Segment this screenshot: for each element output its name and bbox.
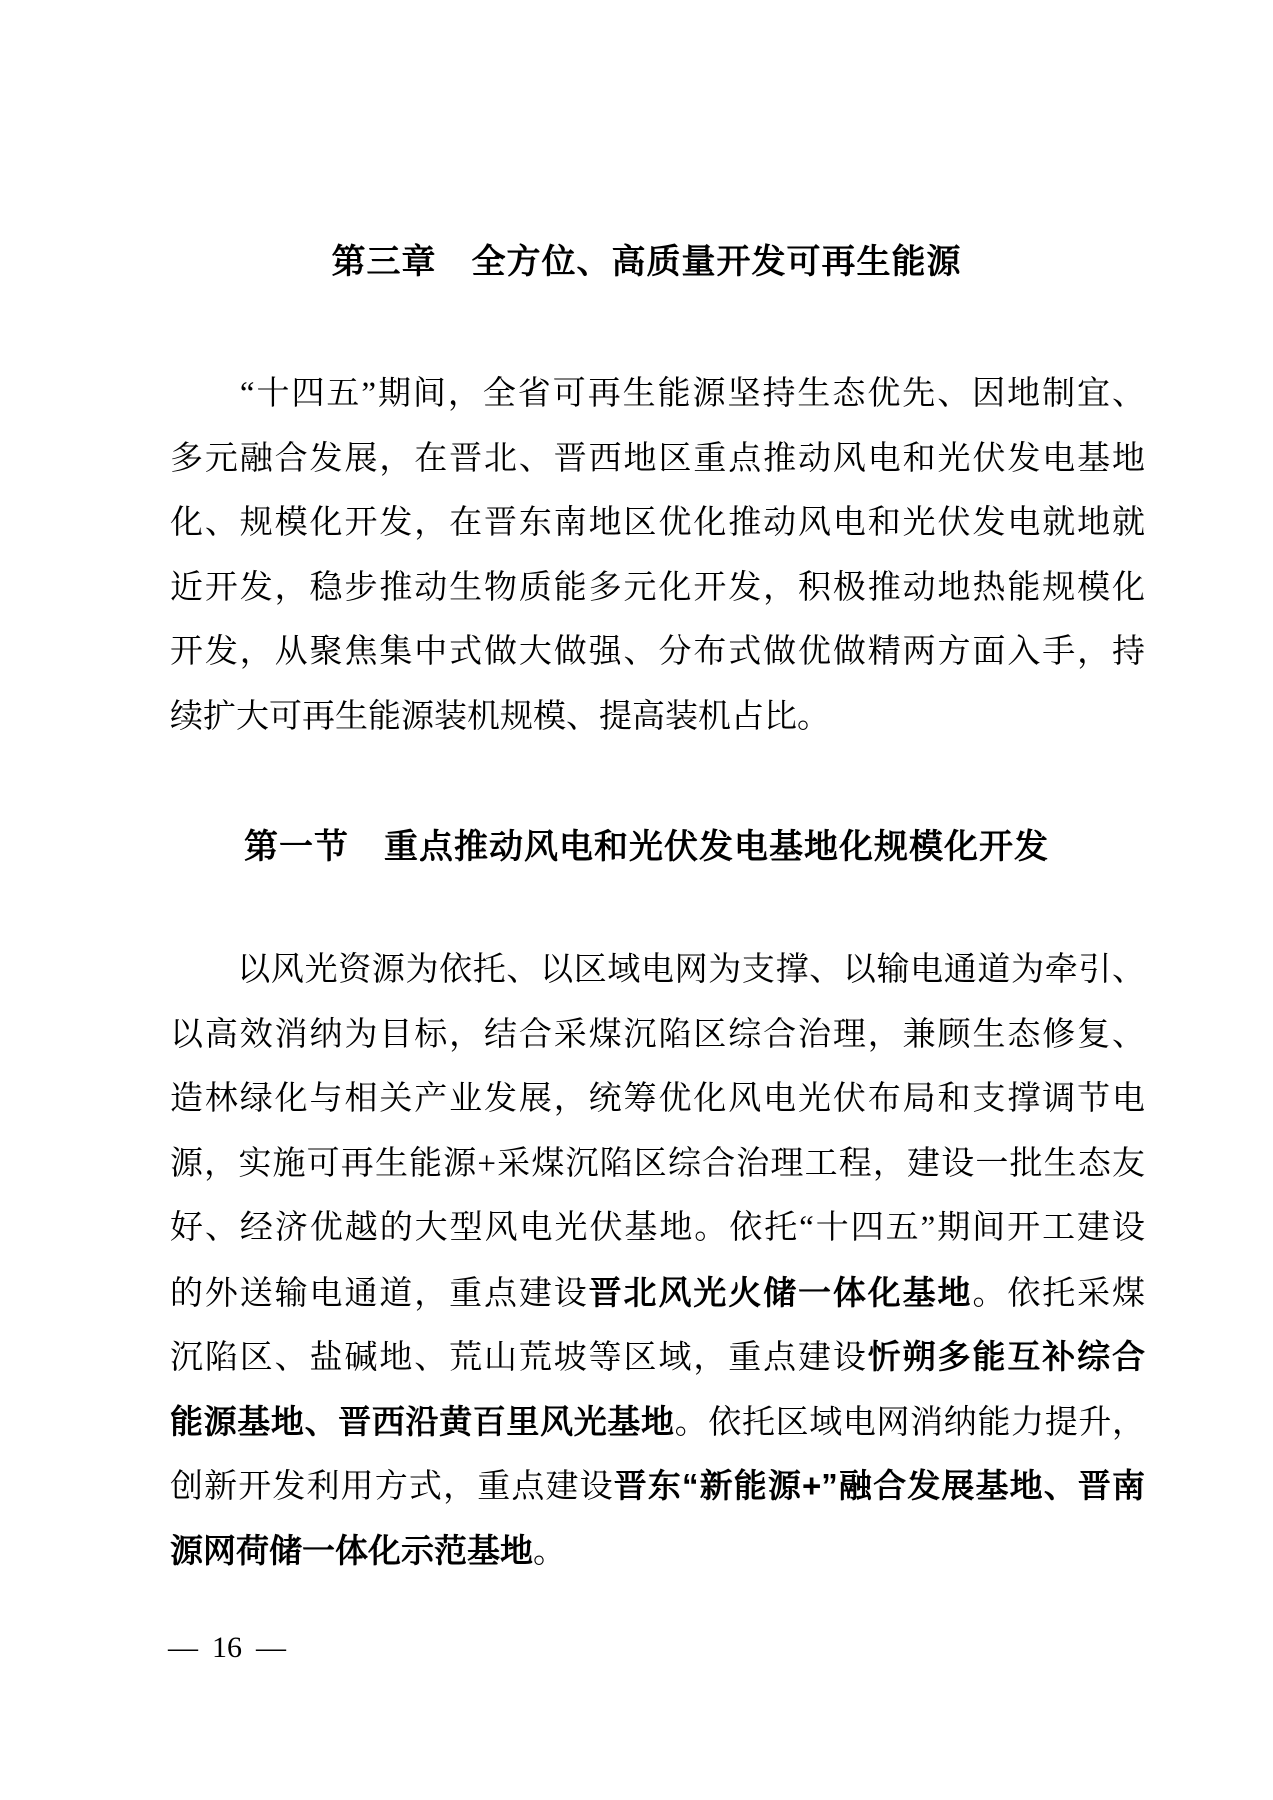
text-line — [170, 1390, 1145, 1455]
footer-dash-right: — — [256, 1631, 286, 1664]
paragraph-chapter-overview — [170, 362, 1145, 749]
text-segment: 。 — [533, 1533, 566, 1570]
text-segment: “十四五”期间，全省可再生能源坚持生态优先、因地制宜、 — [170, 376, 1145, 412]
text-segment: 创新开发利用方式，重点建设 — [170, 1469, 614, 1505]
text-line — [170, 1261, 1145, 1326]
text-line — [170, 362, 1145, 427]
text-segment-bold: 晋东“新能源+”融合发展基地、晋南 — [613, 1467, 1145, 1504]
section-title: 第一节 重点推动风电和光伏发电基地化规模化开发 — [244, 828, 1049, 866]
text-line — [170, 1519, 1145, 1584]
text-segment: 近开发，稳步推动生物质能多元化开发，积极推动地热能规模化 — [170, 569, 1145, 606]
text-segment: 以高效消纳为目标，结合采煤沉陷区综合治理，兼顾生态修复、 — [170, 1016, 1145, 1053]
text-segment: 。依托采煤 — [972, 1275, 1146, 1312]
text-segment: 源，实施可再生能源+采煤沉陷区综合治理工程，建设一批生态友 — [170, 1145, 1145, 1182]
text-line — [170, 1003, 1145, 1068]
text-line — [170, 1132, 1145, 1197]
text-segment: 。依托区域电网消纳能力提升， — [674, 1404, 1146, 1441]
text-line — [170, 620, 1145, 685]
text-segment: 的外送输电通道，重点建设 — [170, 1275, 589, 1312]
text-segment-bold: 源网荷储一体化示范基地 — [170, 1531, 533, 1569]
text-line — [170, 1454, 1145, 1519]
text-line — [170, 427, 1145, 492]
text-line — [170, 491, 1145, 556]
paragraph-section-one — [170, 938, 1145, 1583]
text-line — [170, 1196, 1145, 1261]
text-segment: 好、经济优越的大型风电光伏基地。依托“十四五”期间开工建设 — [170, 1210, 1145, 1246]
text-segment-bold: 晋北风光火储一体化基地 — [588, 1273, 973, 1311]
text-segment: 化、规模化开发，在晋东南地区优化推动风电和光伏发电就地就 — [170, 505, 1145, 541]
text-segment-bold: 忻朔多能互补综合 — [867, 1338, 1146, 1375]
page-number: 16 — [212, 1631, 242, 1664]
text-segment: 多元融合发展，在晋北、晋西地区重点推动风电和光伏发电基地 — [170, 440, 1145, 477]
text-segment: 以风光资源为依托、以区域电网为支撑、以输电通道为牵引、 — [170, 952, 1145, 988]
text-segment-bold: 能源基地、晋西沿黄百里风光基地 — [170, 1402, 675, 1440]
text-line — [170, 556, 1145, 621]
text-segment: 续扩大可再生能源装机规模、提高装机占比。 — [170, 698, 830, 735]
text-segment: 开发，从聚焦集中式做大做强、分布式做优做精两方面入手，持 — [170, 634, 1145, 670]
text-segment: 沉陷区、盐碱地、荒山荒坡等区域，重点建设 — [170, 1340, 868, 1376]
footer-dash-left: — — [168, 1631, 198, 1664]
text-segment: 造林绿化与相关产业发展，统筹优化风电光伏布局和支撑调节电 — [170, 1081, 1145, 1117]
text-line — [170, 938, 1145, 1003]
page-footer — [168, 1630, 286, 1666]
text-line — [170, 1067, 1145, 1132]
chapter-title: 第三章 全方位、高质量开发可再生能源 — [331, 243, 962, 281]
text-line — [170, 1325, 1145, 1390]
text-line — [170, 685, 1145, 750]
